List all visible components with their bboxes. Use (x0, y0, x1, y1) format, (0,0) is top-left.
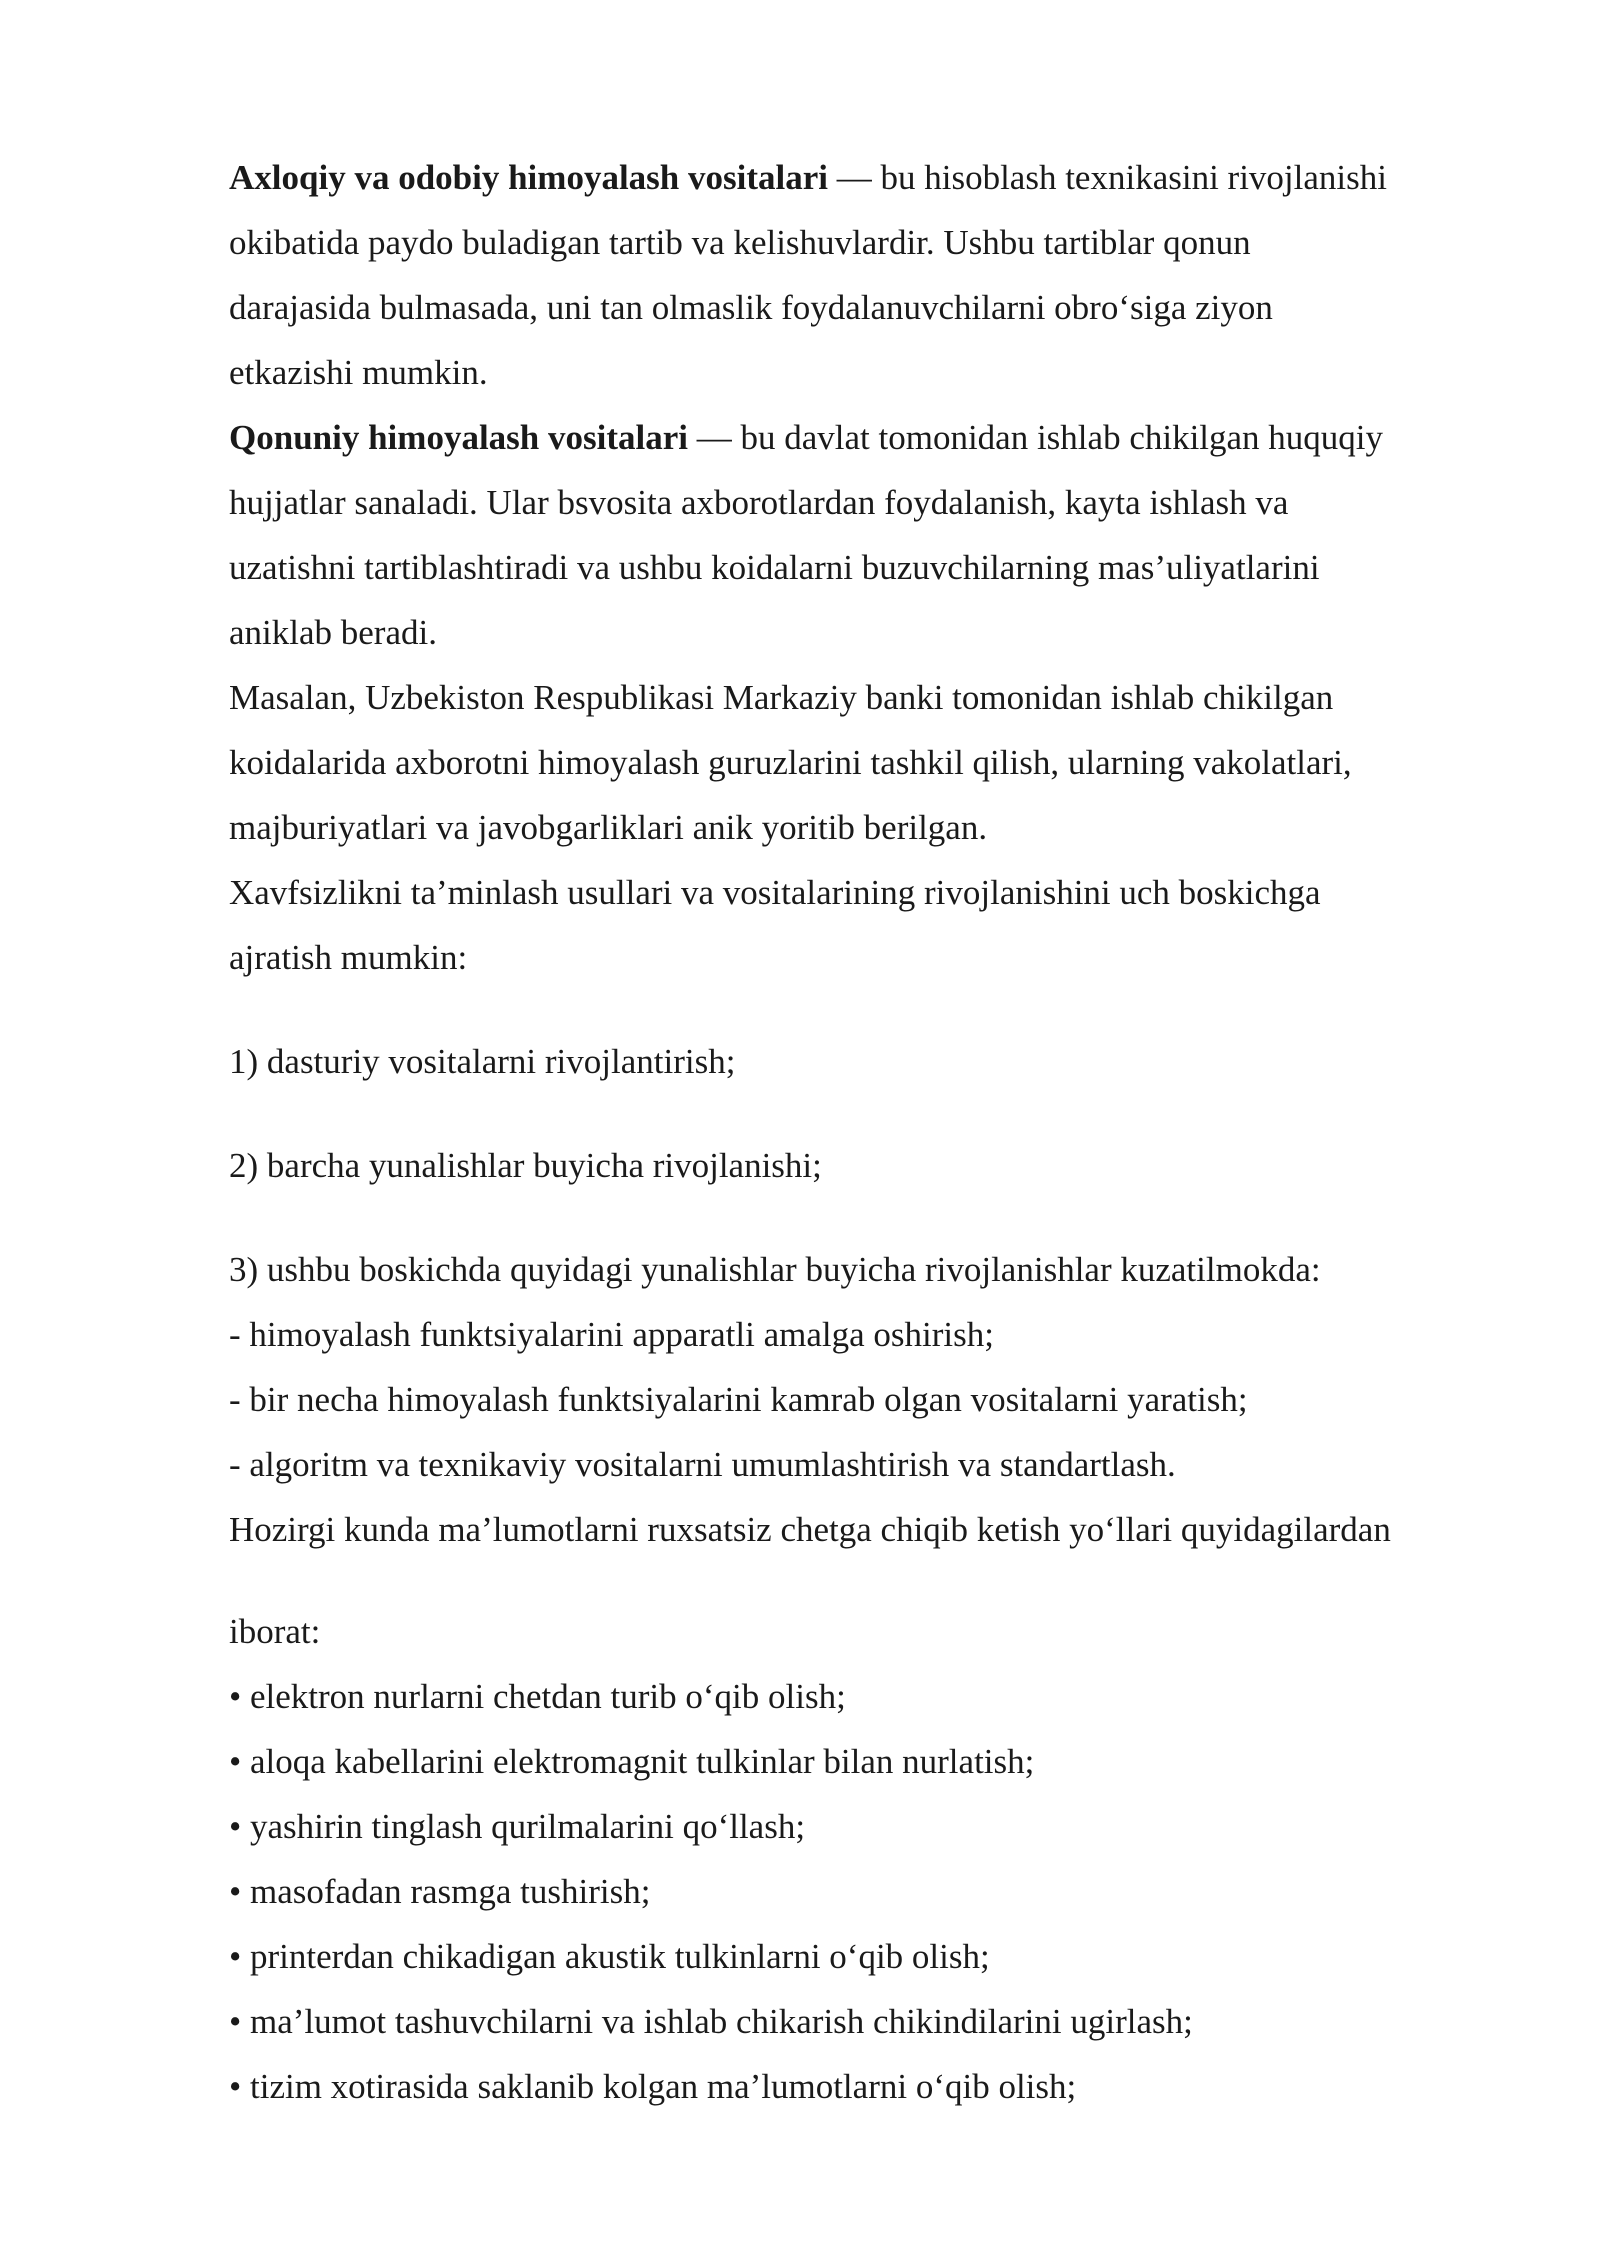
list-item: • tizim xotirasida saklanib kolgan ma’lumotlarni o‘qib olish; (229, 2067, 1077, 2106)
bullet-list (229, 1664, 1529, 2119)
text-span: — bu davlat tomonidan ishlab chikilgan huquqiy (687, 418, 1384, 457)
text-line: iborat: (229, 1612, 321, 1651)
text-line: Xavfsizlikni ta’minlash usullari va vositalarining rivojlanishini uch boskichga (229, 873, 1321, 912)
text-line: Masalan, Uzbekiston Respublikasi Markaziy banki tomonidan ishlab chikilgan (229, 678, 1334, 717)
paragraph-legal-protection (229, 405, 1529, 665)
text-span: — bu hisoblash texnikasini rivojlanishi (827, 158, 1387, 197)
text-line: aniklab beradi. (229, 613, 437, 652)
list-item: 2) barcha yunalishlar buyicha rivojlanishi; (229, 1146, 822, 1185)
dash-list (229, 1302, 1529, 1497)
text-line: darajasida bulmasada, uni tan olmaslik foydalanuvchilarni obro‘siga ziyon (229, 288, 1273, 327)
text-line: okibatida paydo buladigan tartib va kelishuvlardir. Ushbu tartiblar qonun (229, 223, 1251, 262)
stage-item-1 (229, 1029, 1529, 1094)
list-item: • yashirin tinglash qurilmalarini qo‘llash; (229, 1807, 806, 1846)
paragraph-security-stages-intro (229, 860, 1529, 990)
spacer (229, 1198, 1529, 1237)
spacer (229, 1562, 1529, 1599)
list-item: • aloqa kabellarini elektromagnit tulkinlar bilan nurlatish; (229, 1742, 1035, 1781)
text-line: etkazishi mumkin. (229, 353, 488, 392)
document-body (229, 145, 1529, 2119)
list-item: • masofadan rasmga tushirish; (229, 1872, 651, 1911)
text-line: ajratish mumkin: (229, 938, 468, 977)
term-ethical-protection: Axloqiy va odobiy himoyalash vositalari (229, 158, 828, 197)
paragraph-leak-ways (229, 1497, 1529, 1664)
paragraph-central-bank-example (229, 665, 1529, 860)
list-item: • ma’lumot tashuvchilarni va ishlab chikarish chikindilarini ugirlash; (229, 2002, 1193, 2041)
spacer (229, 1094, 1529, 1133)
list-item: • elektron nurlarni chetdan turib o‘qib olish; (229, 1677, 846, 1716)
list-item: - bir necha himoyalash funktsiyalarini kamrab olgan vositalarni yaratish; (229, 1380, 1248, 1419)
spacer (229, 990, 1529, 1029)
list-item: • printerdan chikadigan akustik tulkinlarni o‘qib olish; (229, 1937, 990, 1976)
list-item: 1) dasturiy vositalarni rivojlantirish; (229, 1042, 736, 1081)
stage-item-3 (229, 1237, 1529, 1302)
text-line: majburiyatlari va javobgarliklari anik yoritib berilgan. (229, 808, 988, 847)
paragraph-ethical-protection (229, 145, 1529, 405)
list-item: - algoritm va texnikaviy vositalarni umumlashtirish va standartlash. (229, 1445, 1176, 1484)
text-line: Hozirgi kunda ma’lumotlarni ruxsatsiz chetga chiqib ketish yo‘llari quyidagilardan (229, 1510, 1391, 1549)
term-legal-protection: Qonuniy himoyalash vositalari (229, 418, 688, 457)
list-item: - himoyalash funktsiyalarini apparatli amalga oshirish; (229, 1315, 994, 1354)
list-item: 3) ushbu boskichda quyidagi yunalishlar buyicha rivojlanishlar kuzatilmokda: (229, 1250, 1321, 1289)
text-line: uzatishni tartiblashtiradi va ushbu koidalarni buzuvchilarning mas’uliyatlarini (229, 548, 1320, 587)
stage-item-2 (229, 1133, 1529, 1198)
text-line (229, 145, 1529, 210)
text-line: hujjatlar sanaladi. Ular bsvosita axborotlardan foydalanish, kayta ishlash va (229, 483, 1289, 522)
text-line: koidalarida axborotni himoyalash guruzlarini tashkil qilish, ularning vakolatlari, (229, 743, 1352, 782)
text-line (229, 405, 1529, 470)
